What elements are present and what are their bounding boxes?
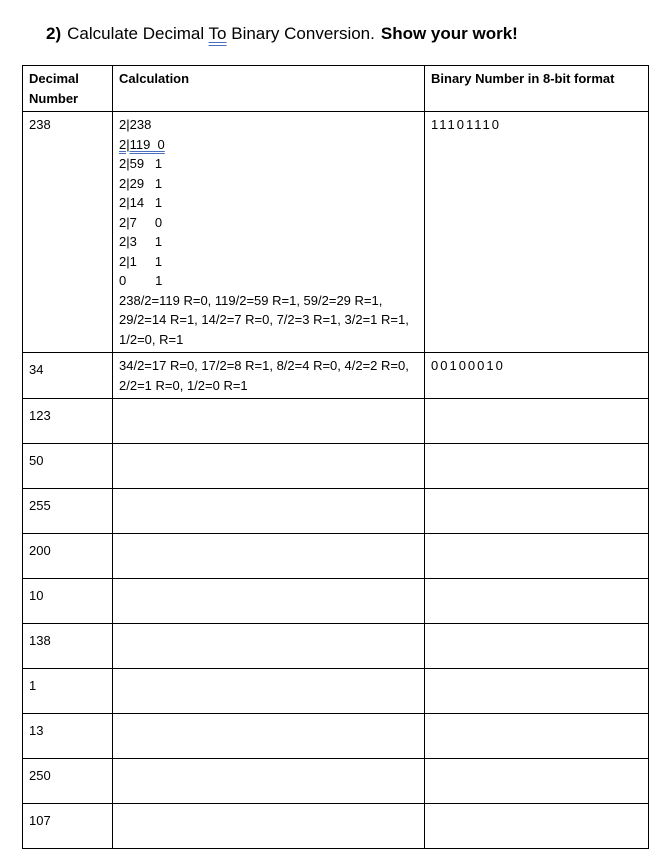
page-title bbox=[46, 24, 518, 44]
title-bold-text: Show your work! bbox=[380, 24, 518, 43]
step-line: 2|1 1 bbox=[119, 253, 163, 269]
calculation-cell[interactable] bbox=[113, 489, 425, 534]
decimal-cell[interactable]: 1 bbox=[23, 669, 113, 714]
table-row bbox=[23, 399, 649, 444]
step-line: 2|7 0 bbox=[119, 214, 163, 230]
decimal-cell[interactable]: 13 bbox=[23, 714, 113, 759]
decimal-cell[interactable]: 107 bbox=[23, 804, 113, 849]
calculation-cell[interactable] bbox=[113, 444, 425, 489]
step-line: 2|119 0 bbox=[119, 136, 165, 152]
conversion-table bbox=[22, 65, 649, 849]
table-row bbox=[23, 759, 649, 804]
calculation-cell[interactable] bbox=[113, 399, 425, 444]
binary-cell[interactable] bbox=[425, 399, 649, 444]
table-row bbox=[23, 353, 649, 399]
binary-cell[interactable] bbox=[425, 804, 649, 849]
table-header-row bbox=[23, 66, 649, 112]
binary-cell[interactable] bbox=[425, 624, 649, 669]
calculation-cell[interactable] bbox=[113, 579, 425, 624]
header-calculation: Calculation bbox=[113, 66, 425, 112]
binary-cell[interactable]: 00100010 bbox=[425, 353, 649, 399]
decimal-cell[interactable]: 50 bbox=[23, 444, 113, 489]
table-row bbox=[23, 112, 649, 353]
calculation-cell[interactable] bbox=[113, 112, 425, 353]
decimal-cell[interactable]: 123 bbox=[23, 399, 113, 444]
step-line: 2|3 1 bbox=[119, 234, 163, 249]
title-text-after: Binary Conversion. bbox=[226, 24, 375, 43]
table-row bbox=[23, 489, 649, 534]
table-row bbox=[23, 624, 649, 669]
title-text-before: Calculate Decimal bbox=[67, 24, 209, 43]
step-line: 2|59 1 bbox=[119, 156, 163, 171]
calculation-cell[interactable] bbox=[113, 534, 425, 579]
decimal-cell[interactable]: 34 bbox=[23, 353, 113, 399]
step-line: 2|238 bbox=[119, 117, 152, 132]
title-underlined-word: To bbox=[208, 24, 227, 43]
calculation-summary: 238/2=119 R=0, 119/2=59 R=1, 59/2=29 R=1, 29/2=14 R=1, 14/2=7 R=0, 7/2=3 R=1, 3/2=1 R=1, 1/2=0, R=1 bbox=[119, 292, 409, 347]
calculation-cell[interactable]: 34/2=17 R=0, 17/2=8 R=1, 8/2=4 R=0, 4/2=2 R=0, 2/2=1 R=0, 1/2=0 R=1 bbox=[113, 353, 425, 399]
calculation-cell[interactable] bbox=[113, 714, 425, 759]
step-line: 2|14 1 bbox=[119, 195, 163, 210]
binary-cell[interactable] bbox=[425, 489, 649, 534]
binary-cell[interactable] bbox=[425, 579, 649, 624]
table-row bbox=[23, 579, 649, 624]
table-row bbox=[23, 444, 649, 489]
division-steps bbox=[119, 115, 418, 291]
question-number: 2) bbox=[46, 24, 62, 43]
calculation-cell[interactable] bbox=[113, 804, 425, 849]
step-line: 2|29 1 bbox=[119, 175, 163, 191]
header-decimal: Decimal Number bbox=[23, 66, 113, 112]
decimal-cell[interactable]: 250 bbox=[23, 759, 113, 804]
calculation-cell[interactable] bbox=[113, 624, 425, 669]
step-line: 0 1 bbox=[119, 273, 163, 288]
binary-cell[interactable] bbox=[425, 444, 649, 489]
table-row bbox=[23, 669, 649, 714]
header-binary: Binary Number in 8-bit format bbox=[425, 66, 649, 112]
decimal-cell[interactable]: 138 bbox=[23, 624, 113, 669]
decimal-cell[interactable]: 255 bbox=[23, 489, 113, 534]
binary-cell[interactable]: 11101110 bbox=[425, 112, 649, 353]
table-row bbox=[23, 804, 649, 849]
binary-cell[interactable] bbox=[425, 534, 649, 579]
binary-cell[interactable] bbox=[425, 669, 649, 714]
decimal-cell[interactable]: 238 bbox=[23, 112, 113, 353]
table-row bbox=[23, 714, 649, 759]
binary-cell[interactable] bbox=[425, 759, 649, 804]
table-row bbox=[23, 534, 649, 579]
calculation-cell[interactable] bbox=[113, 759, 425, 804]
calculation-cell[interactable] bbox=[113, 669, 425, 714]
decimal-cell[interactable]: 10 bbox=[23, 579, 113, 624]
binary-cell[interactable] bbox=[425, 714, 649, 759]
decimal-cell[interactable]: 200 bbox=[23, 534, 113, 579]
